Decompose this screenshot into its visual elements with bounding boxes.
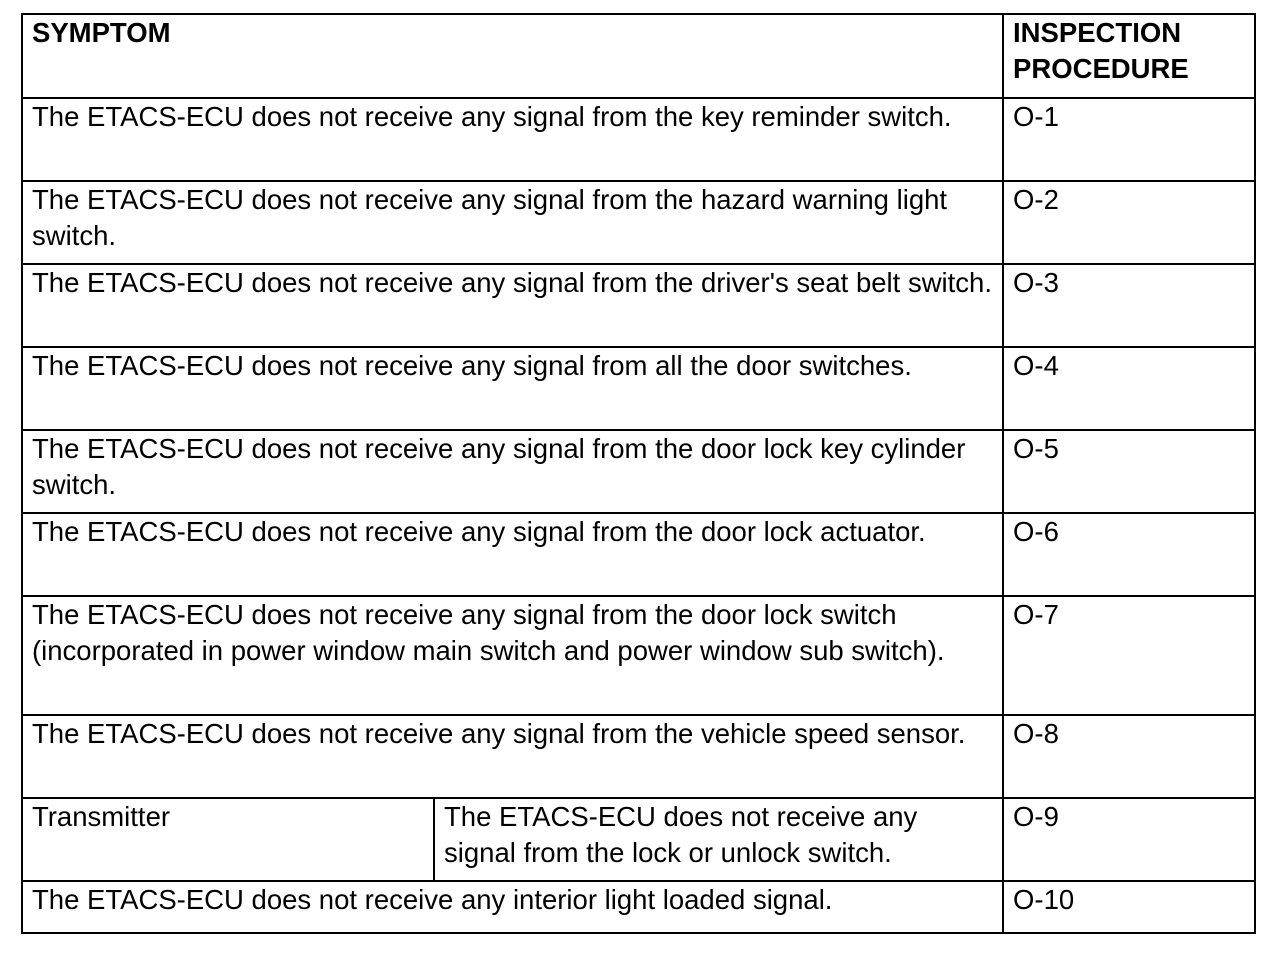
procedure-cell: O-6: [1003, 513, 1255, 596]
symptom-cell: The ETACS-ECU does not receive any signal from all the door switches.: [22, 347, 1003, 430]
symptom-cell: The ETACS-ECU does not receive any signal from the lock or unlock switch.: [434, 798, 1003, 881]
category-cell: Transmitter: [22, 798, 434, 881]
table-row: [22, 98, 1255, 181]
inspection-procedure-header: INSPECTION PROCEDURE: [1003, 14, 1255, 98]
table-row: [22, 596, 1255, 715]
symptom-cell: The ETACS-ECU does not receive any signal from the hazard warning light switch.: [22, 181, 1003, 264]
procedure-cell: O-5: [1003, 430, 1255, 513]
symptom-cell: The ETACS-ECU does not receive any signal from the door lock switch (incorporated in power window main switch and power window sub switch).: [22, 596, 1003, 715]
table-row: [22, 798, 1255, 881]
procedure-cell: O-4: [1003, 347, 1255, 430]
table-row: [22, 715, 1255, 798]
table-row: [22, 881, 1255, 933]
symptom-cell: The ETACS-ECU does not receive any interior light loaded signal.: [22, 881, 1003, 933]
table-row: [22, 513, 1255, 596]
table-row: [22, 430, 1255, 513]
symptom-cell: The ETACS-ECU does not receive any signal from the door lock key cylinder switch.: [22, 430, 1003, 513]
table-row: [22, 181, 1255, 264]
table-row: [22, 347, 1255, 430]
procedure-cell: O-1: [1003, 98, 1255, 181]
symptom-cell: The ETACS-ECU does not receive any signal from the vehicle speed sensor.: [22, 715, 1003, 798]
procedure-cell: O-3: [1003, 264, 1255, 347]
symptom-header: SYMPTOM: [22, 14, 1003, 98]
procedure-cell: O-9: [1003, 798, 1255, 881]
procedure-cell: O-2: [1003, 181, 1255, 264]
symptom-cell: The ETACS-ECU does not receive any signal from the driver's seat belt switch.: [22, 264, 1003, 347]
procedure-cell: O-7: [1003, 596, 1255, 715]
table-row: [22, 264, 1255, 347]
table-header-row: [22, 14, 1255, 98]
procedure-cell: O-8: [1003, 715, 1255, 798]
symptom-cell: The ETACS-ECU does not receive any signal from the door lock actuator.: [22, 513, 1003, 596]
procedure-cell: O-10: [1003, 881, 1255, 933]
symptom-cell: The ETACS-ECU does not receive any signal from the key reminder switch.: [22, 98, 1003, 181]
symptom-table: [21, 13, 1256, 934]
